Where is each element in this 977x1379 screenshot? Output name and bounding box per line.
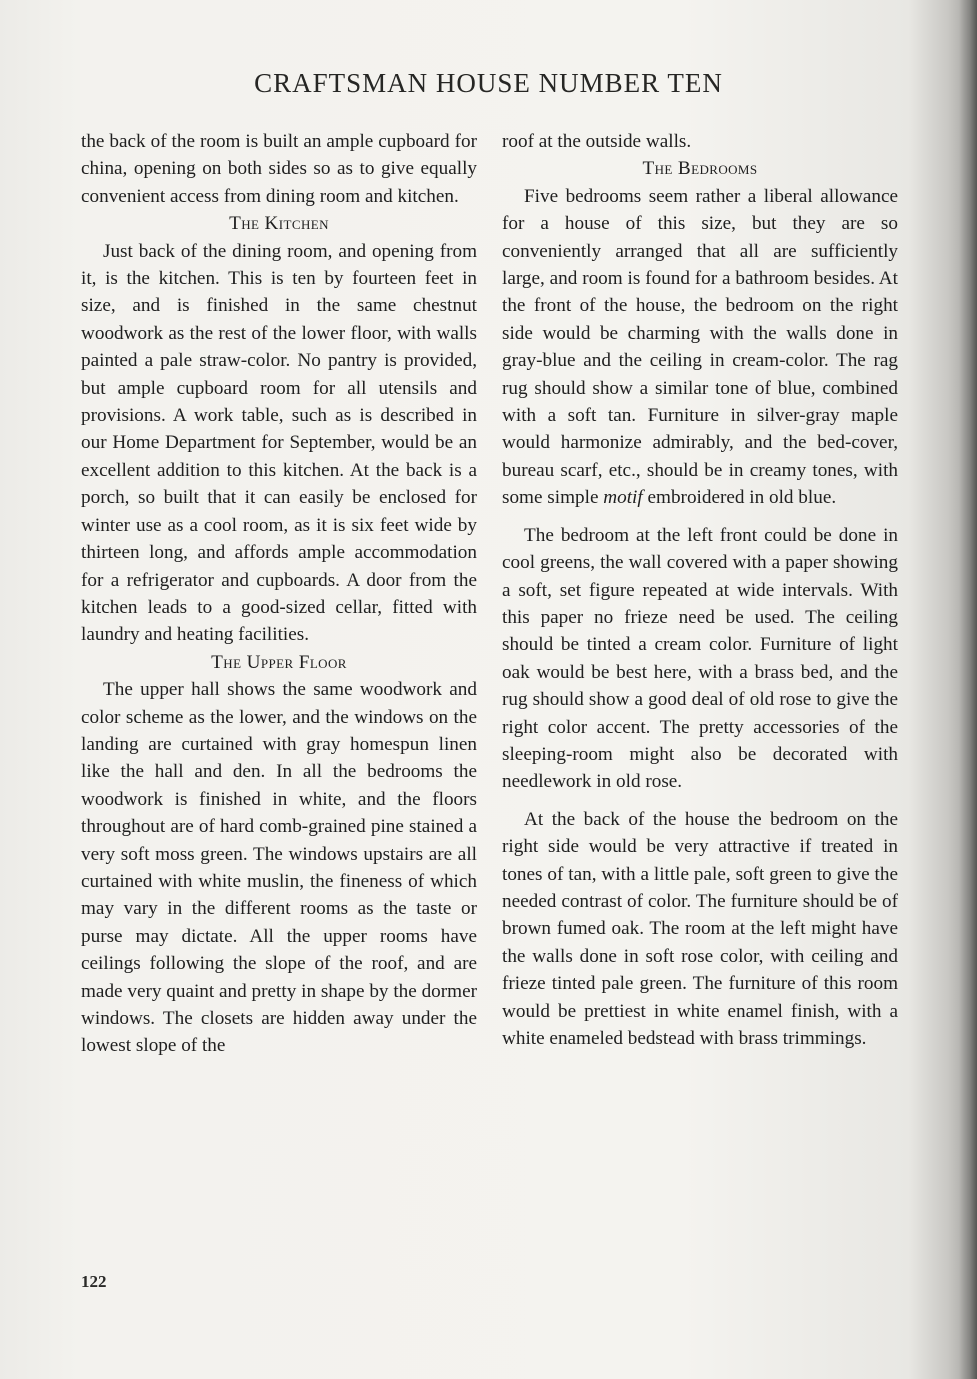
paragraph-back-bedrooms: At the back of the house the bedroom on the right side would be very attractive if treated in tones of tan, with a little pale, soft green to give the needed contrast of color. The furniture should be of brown fumed oak. The room at the left might have the walls done in soft rose color, with ceiling and frieze tinted pale green. The furniture of this room would be prettiest in white enamel finish, with a white enameled bedstead with brass trimmings. bbox=[502, 808, 898, 1049]
section-heading-upper-floor: The Upper Floor bbox=[211, 651, 347, 673]
bedrooms-italic-word: motif bbox=[603, 487, 643, 509]
paragraph-continuation: the back of the room is built an ample cupboard for china, opening on both sides so as to give equally convenient access from dining room and kitchen. bbox=[81, 131, 477, 207]
page-number: 122 bbox=[81, 1272, 107, 1291]
paragraph-kitchen: Just back of the dining room, and opening from it, is the kitchen. This is ten by fourteen feet in size, and is finished in the same chestnut woodwork as the rest of the lower floor, with walls painted a pale straw-color. No pantry is provided, but ample cupboard room for all utensils and provisions. A work table, such as is described in our Home Department for September, would be an excellent addition to this kitchen. At the back is a porch, so built that it can easily be enclosed for winter use as a cool room, as it is six feet wide by thirteen long, and affords ample accommodation for a refrigerator and cupboards. A door from the kitchen leads to a good-sized cellar, fitted with laundry and heating facilities. bbox=[81, 240, 477, 646]
paragraph-continuation-right: roof at the outside walls. bbox=[502, 131, 692, 152]
paragraph-bedrooms bbox=[502, 183, 898, 512]
section-heading-kitchen: The Kitchen bbox=[229, 213, 329, 235]
left-column bbox=[81, 128, 477, 1060]
running-head: CRAFTSMAN HOUSE NUMBER TEN bbox=[254, 68, 723, 98]
paragraph-upper-floor: The upper hall shows the same woodwork and color scheme as the lower, and the windows on the landing are curtained with gray homespun linen like the hall and den. In all the bedrooms the woodwork is finished in white, and the floors throughout are of hard comb-grained pine stained a very soft moss green. The windows upstairs are all curtained with white muslin, the fineness of which may vary in the different rooms as the taste or purse may dictate. All the upper rooms have ceilings following the slope of the roof, and are made very quaint and pretty in shape by the dormer windows. The closets are hidden away under the lowest slope of the bbox=[81, 679, 477, 1057]
section-heading-bedrooms: The Bedrooms bbox=[642, 158, 758, 180]
page-edge-shadow bbox=[959, 0, 977, 1379]
bedrooms-text-a: Five bedrooms seem rather a liberal allowance for a house of this size, but they are so conveniently arranged that all are sufficiently large, and room is found for a bathroom besides. At the front of the house, the bedroom on the right side would be charming with the walls done in gray-blue and the ceiling in cream-color. The rag rug should show a similar tone of blue, combined with a soft tan. Furniture in silver-gray maple would harmonize admirably, and the bed-cover, bureau scarf, etc., should be in creamy tones, with some simple bbox=[502, 185, 898, 509]
paragraph-left-front-bedroom: The bedroom at the left front could be done in cool greens, the wall covered with a paper showing a soft, set figure repeated at wide intervals. With this paper no frieze need be used. The ceiling should be tinted a cream color. Furniture of light oak would be best here, with a brass bed, and the rug should show a good deal of old rose to give the right color accent. The pretty accessories of the sleeping-room might also be decorated with needlework in old rose. bbox=[502, 524, 898, 793]
bedrooms-text-b: embroidered in old blue. bbox=[642, 487, 837, 509]
right-column bbox=[502, 128, 898, 1052]
